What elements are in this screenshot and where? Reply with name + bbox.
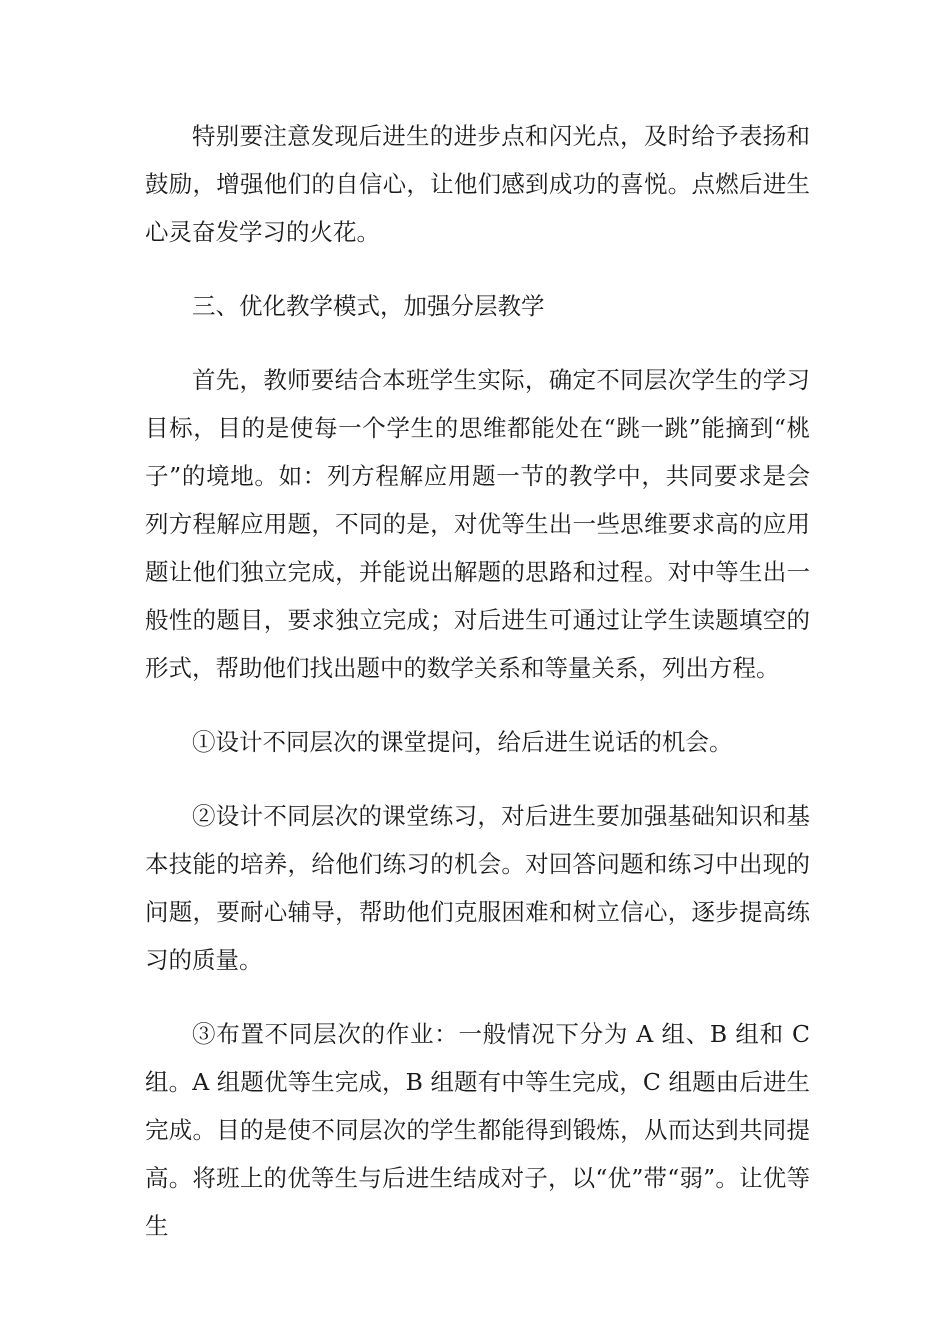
paragraph-layered-exercises: ②设计不同层次的课堂练习，对后进生要加强基础知识和基本技能的培养，给他们练习的机会。对回答问题和练习中出现的问题，要耐心辅导，帮助他们克服困难和树立信心，逐步提高练习的质量。: [145, 802, 810, 974]
document-page: [145, 112, 810, 1276]
paragraph-praise-encouragement: 特别要注意发现后进生的进步点和闪光点，及时给予表扬和鼓励，增强他们的自信心，让他们感到成功的喜悦。点燃后进生心灵奋发学习的火花。: [145, 122, 810, 246]
paragraph-learning-goals: 首先，教师要结合本班学生实际，确定不同层次学生的学习目标，目的是使每一个学生的思维都能处在“跳一跳”能摘到“桃子”的境地。如：列方程解应用题一节的教学中，共同要求是会列方程解应用题，不同的是，对优等生出一些思维要求高的应用题让他们独立完成，并能说出解题的思路和过程。对中等生出一般性的题目，要求独立完成；对后进生可通过让学生读题填空的形式，帮助他们找出题中的数学关系和等量关系，列出方程。: [145, 366, 810, 682]
paragraph-layered-questions: ①设计不同层次的课堂提问，给后进生说话的机会。: [192, 728, 733, 756]
paragraph-layered-homework: ③布置不同层次的作业：一般情况下分为 A 组、B 组和 C 组。A 组题优等生完成，B 组题有中等生完成，C 组题由后进生完成。目的是使不同层次的学生都能得到锻炼，从而达到共同提高。将班上的优等生与后进生结成对子，以“优”带“弱”。让优等生: [145, 1020, 810, 1240]
section-heading-three: 三、优化教学模式，加强分层教学: [192, 292, 545, 320]
